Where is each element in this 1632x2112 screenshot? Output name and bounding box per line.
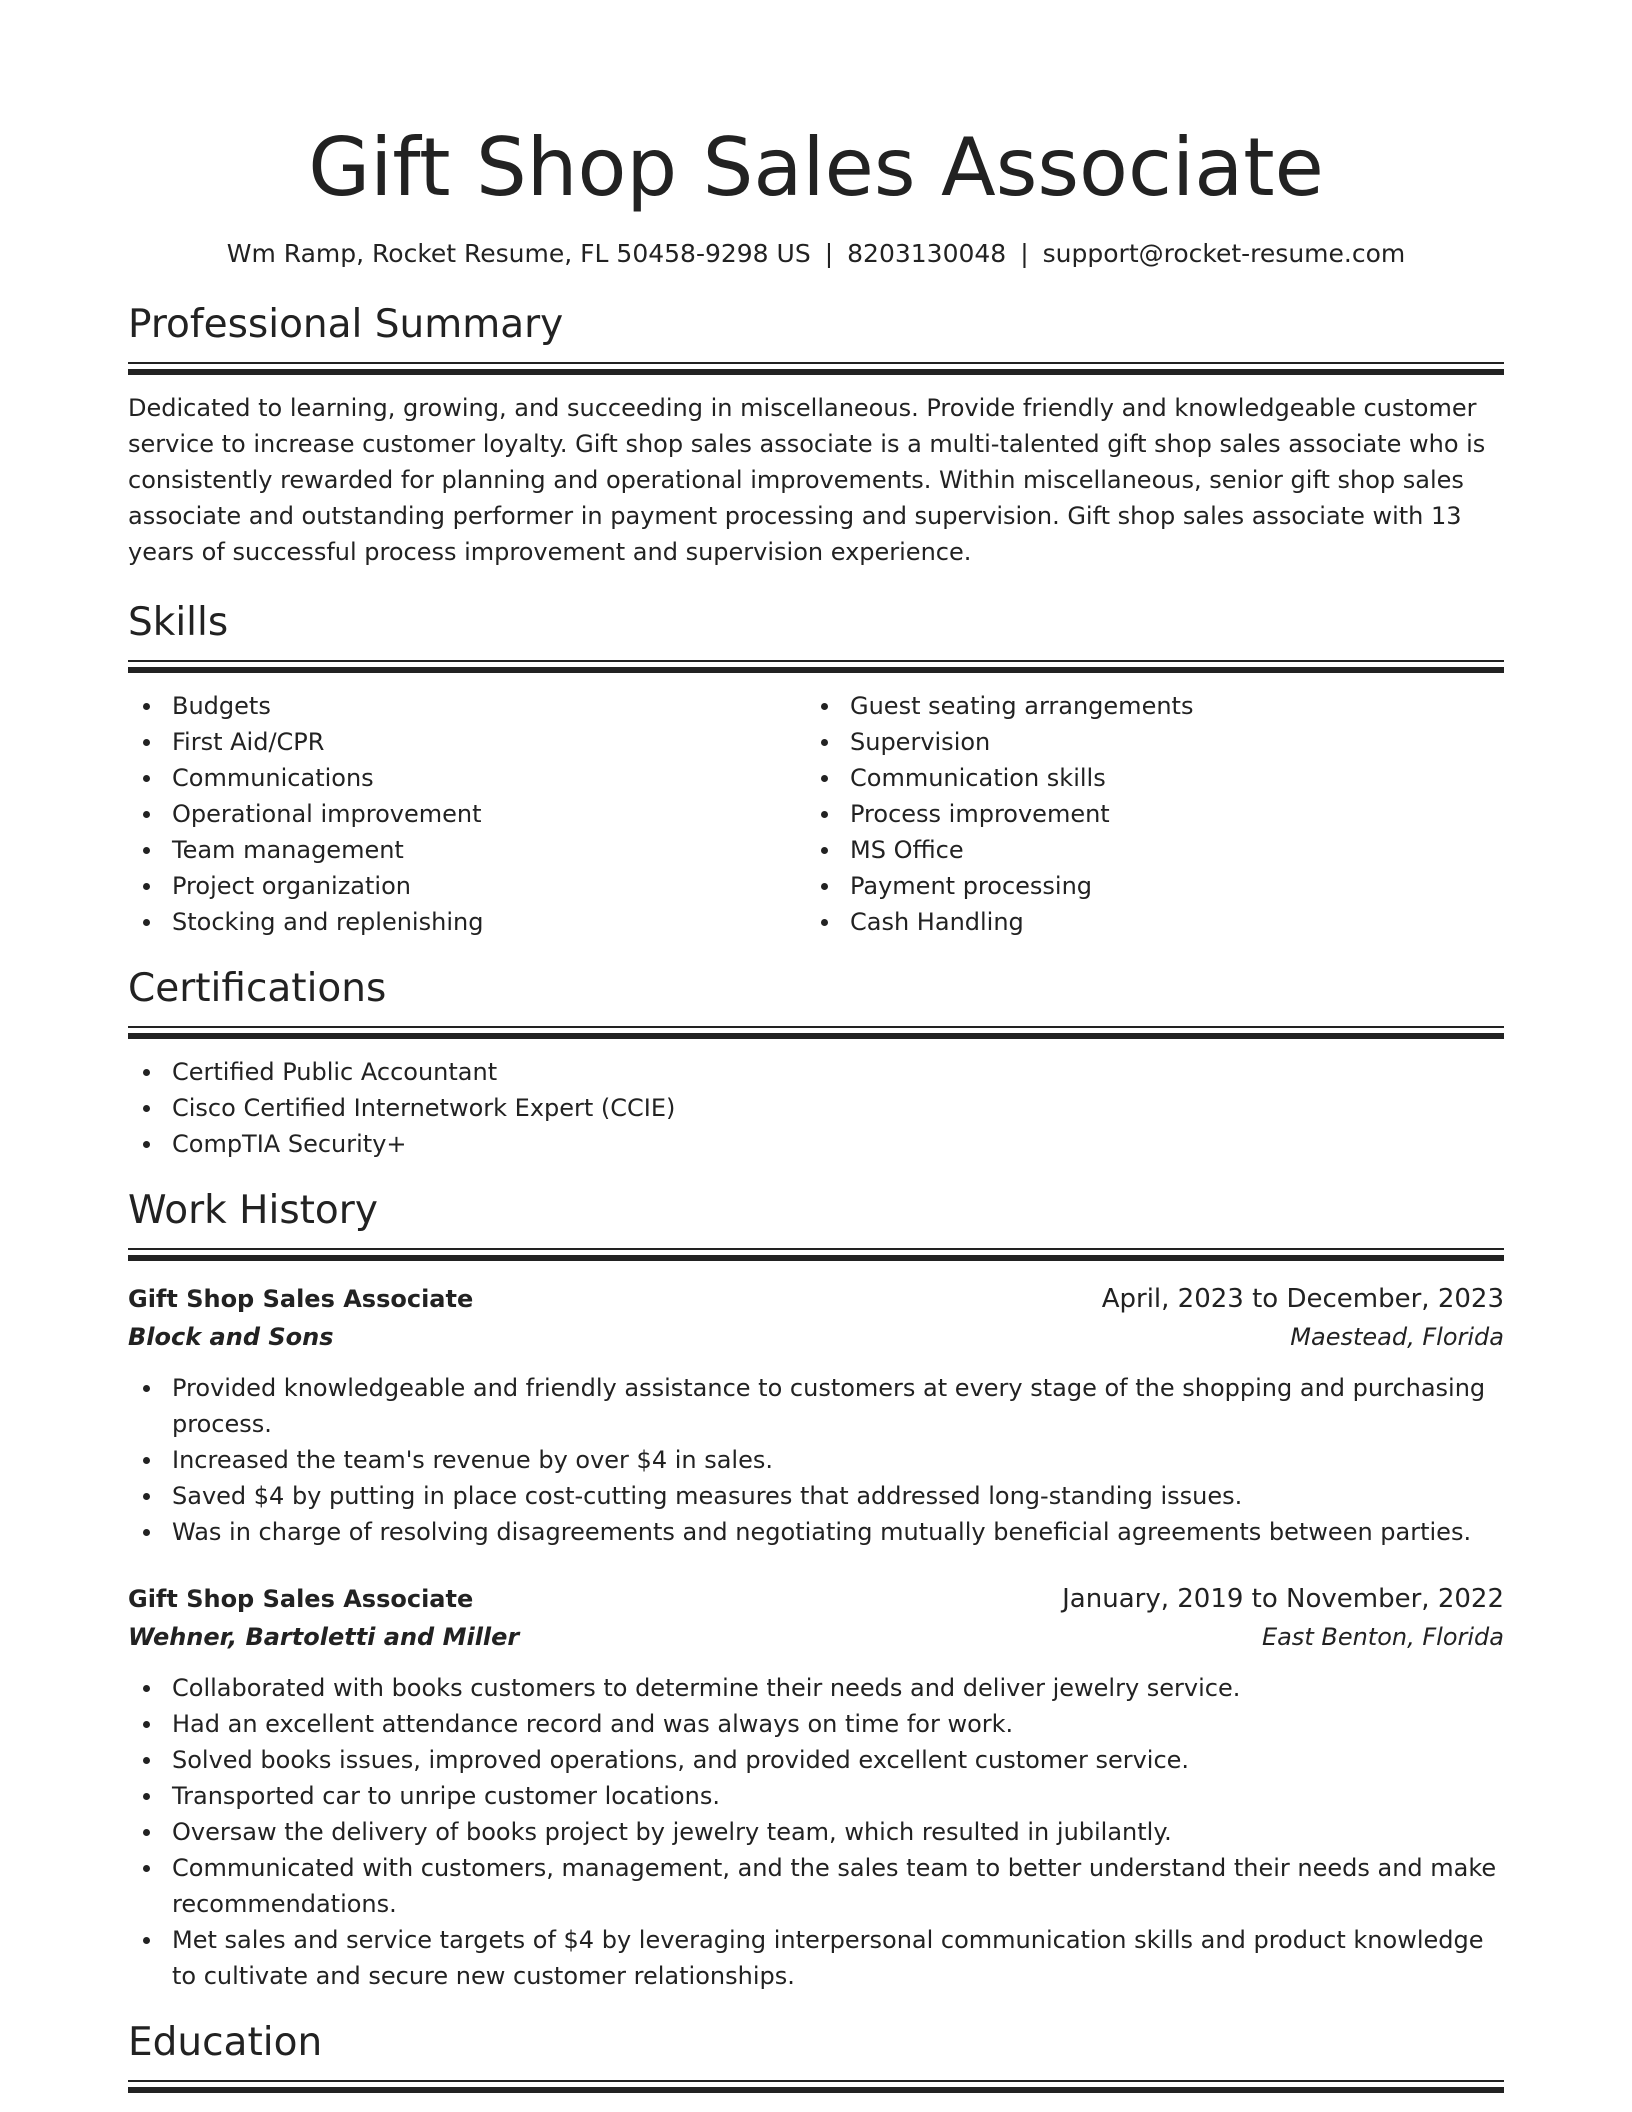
work-history-section xyxy=(128,1186,1504,1994)
job-bullet: Communicated with customers, management, and the sales team to better understand their needs and make recommendations. xyxy=(128,1850,1504,1922)
job-dates: April, 2023 to December, 2023 xyxy=(1101,1284,1504,1314)
section-divider xyxy=(128,1026,1504,1040)
job-entry xyxy=(128,1280,1504,1550)
contact-email: support@rocket-resume.com xyxy=(1042,239,1406,268)
job-company: Wehner, Bartoletti and Miller xyxy=(128,1623,520,1651)
section-title-skills: Skills xyxy=(128,600,229,645)
skill-item: Communication skills xyxy=(806,760,1484,796)
job-title: Gift Shop Sales Associate xyxy=(128,1585,474,1613)
section-divider xyxy=(128,362,1504,376)
job-bullet: Met sales and service targets of $4 by leveraging interpersonal communication skills and product knowledge to cultivate and secure new customer relationships. xyxy=(128,1922,1504,1994)
section-title-summary: Professional Summary xyxy=(128,302,564,347)
job-header xyxy=(128,1280,1504,1318)
job-bullet: Provided knowledgeable and friendly assistance to customers at every stage of the shopping and purchasing process. xyxy=(128,1370,1504,1442)
job-bullet-list xyxy=(128,1370,1504,1550)
job-title: Gift Shop Sales Associate xyxy=(128,1285,474,1313)
job-entry xyxy=(128,1580,1504,1994)
contact-phone: 8203130048 xyxy=(847,239,1007,268)
skill-item: MS Office xyxy=(806,832,1484,868)
skill-item: Team management xyxy=(128,832,806,868)
job-bullet: Solved books issues, improved operations, and provided excellent customer service. xyxy=(128,1742,1504,1778)
certifications-section xyxy=(128,964,1504,1162)
contact-line xyxy=(128,236,1504,272)
job-bullet: Collaborated with books customers to determine their needs and deliver jewelry service. xyxy=(128,1670,1504,1706)
section-title-education: Education xyxy=(128,2020,323,2065)
job-bullet: Saved $4 by putting in place cost-cutting measures that addressed long-standing issues. xyxy=(128,1478,1504,1514)
section-divider xyxy=(128,660,1504,674)
skills-section xyxy=(128,598,1504,940)
job-bullet: Oversaw the delivery of books project by jewelry team, which resulted in jubilantly. xyxy=(128,1814,1504,1850)
contact-address: Wm Ramp, Rocket Resume, FL 50458-9298 US xyxy=(226,239,811,268)
skill-item: First Aid/CPR xyxy=(128,724,806,760)
skill-item: Process improvement xyxy=(806,796,1484,832)
section-title-work-history: Work History xyxy=(128,1188,378,1233)
summary-section xyxy=(128,300,1504,570)
section-divider xyxy=(128,1248,1504,1262)
job-bullet-list xyxy=(128,1670,1504,1994)
certifications-list xyxy=(128,1054,1504,1162)
skill-item: Guest seating arrangements xyxy=(806,688,1484,724)
job-location: East Benton, Florida xyxy=(1261,1623,1504,1651)
contact-separator: | xyxy=(1020,239,1029,268)
job-company: Block and Sons xyxy=(128,1323,334,1351)
job-bullet: Transported car to unripe customer locations. xyxy=(128,1778,1504,1814)
skills-columns xyxy=(128,688,1504,940)
skill-item: Supervision xyxy=(806,724,1484,760)
skill-item: Cash Handling xyxy=(806,904,1484,940)
job-subheader xyxy=(128,1318,1504,1356)
certification-item: Cisco Certified Internetwork Expert (CCIE) xyxy=(128,1090,1504,1126)
contact-separator: | xyxy=(824,239,834,268)
skill-item: Project organization xyxy=(128,868,806,904)
summary-text: Dedicated to learning, growing, and succeeding in miscellaneous. Provide friendly and knowledgeable customer service to increase customer loyalty. Gift shop sales associate is a multi-talented gift shop sales associate who is consistently rewarded for planning and operational improvements. Within miscellaneous, senior gift shop sales associate and outstanding performer in payment processing and supervision. Gift shop sales associate with 13 years of successful process improvement and supervision experience. xyxy=(128,394,1486,566)
job-header xyxy=(128,1580,1504,1618)
job-bullet: Was in charge of resolving disagreements and negotiating mutually beneficial agreements between parties. xyxy=(128,1514,1504,1550)
job-bullet: Increased the team's revenue by over $4 in sales. xyxy=(128,1442,1504,1478)
education-section xyxy=(128,2018,1504,2094)
job-bullet: Had an excellent attendance record and was always on time for work. xyxy=(128,1706,1504,1742)
resume-page xyxy=(128,0,1504,2094)
job-location: Maestead, Florida xyxy=(1290,1323,1504,1351)
certification-item: Certified Public Accountant xyxy=(128,1054,1504,1090)
certification-item: CompTIA Security+ xyxy=(128,1126,1504,1162)
section-title-certifications: Certifications xyxy=(128,966,387,1011)
job-subheader xyxy=(128,1618,1504,1656)
resume-name: Gift Shop Sales Associate xyxy=(308,121,1324,214)
skill-item: Communications xyxy=(128,760,806,796)
skills-list-left xyxy=(128,688,806,940)
skill-item: Stocking and replenishing xyxy=(128,904,806,940)
skill-item: Payment processing xyxy=(806,868,1484,904)
skills-list-right xyxy=(806,688,1484,940)
section-divider xyxy=(128,2080,1504,2094)
job-dates: January, 2019 to November, 2022 xyxy=(1062,1584,1504,1614)
skill-item: Budgets xyxy=(128,688,806,724)
skill-item: Operational improvement xyxy=(128,796,806,832)
